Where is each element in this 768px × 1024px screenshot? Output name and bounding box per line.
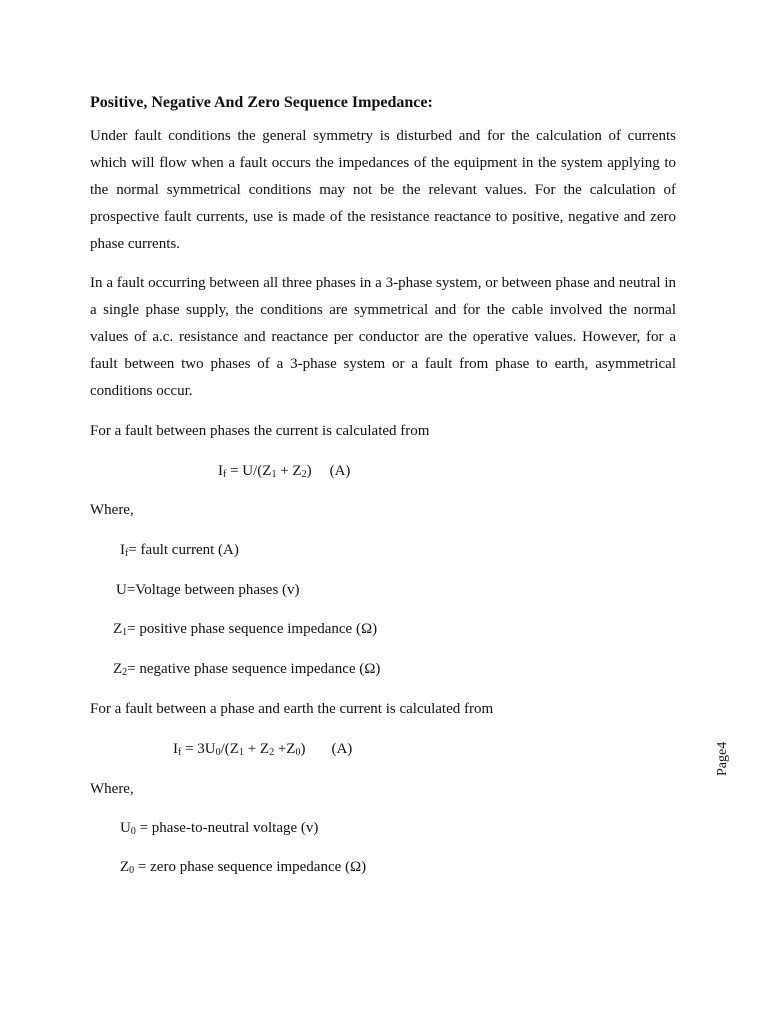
formula-subscript: 1: [271, 469, 277, 480]
page-number-label: Page4: [715, 741, 730, 776]
formula-subscript: 1: [238, 747, 244, 758]
definition-z1: [113, 619, 377, 639]
page-number: [715, 740, 735, 780]
definition-voltage: U=Voltage between phases (v): [116, 582, 300, 598]
definition-symbol: Z: [113, 621, 123, 637]
formula-subscript: f: [223, 469, 227, 480]
formula-phase-fault: [218, 461, 350, 481]
definition-subscript: 1: [122, 627, 128, 638]
definition-symbol: I: [120, 542, 125, 558]
definition-fault-current: [120, 540, 239, 560]
formula-text: = U/(Z: [226, 463, 272, 479]
definition-subscript: 0: [129, 865, 135, 876]
paragraph-symmetrical-faults: In a fault occurring between all three phases in a 3-phase system, or between phase and neutral in a single phase supply, the conditions are symmetrical and for the cable involved the normal values of a.c. resistance and reactance per conductor are the operative values. However, for a fault between two phases of a 3-phase system or a fault from phase to earth, asymmetrical conditions occur.: [90, 275, 676, 399]
definition-symbol: Z: [120, 859, 130, 875]
formula-symbol: I: [173, 741, 178, 757]
definition-text: = positive phase sequence impedance (Ω): [127, 621, 378, 637]
definition-text: = fault current (A): [128, 542, 239, 558]
formula-text: + Z: [276, 463, 302, 479]
definition-z0: [120, 857, 366, 877]
formula-unit: (A): [329, 463, 351, 479]
definition-u0: [120, 818, 318, 838]
definition-text: = negative phase sequence impedance (Ω): [127, 661, 381, 677]
formula-subscript: 2: [301, 469, 307, 480]
formula-text: ): [300, 741, 306, 757]
formula-earth-fault: [173, 739, 352, 759]
definition-subscript: 0: [130, 826, 136, 837]
formula-text: +Z: [274, 741, 296, 757]
formula-symbol: I: [218, 463, 223, 479]
section-heading: Positive, Negative And Zero Sequence Impedance:: [90, 94, 433, 111]
formula-subscript: 0: [295, 747, 301, 758]
formula-text: ): [306, 463, 312, 479]
paragraph-fault-conditions: Under fault conditions the general symmetry is disturbed and for the calculation of currents which will flow when a fault occurs the impedances of the equipment in the system applying to the normal symmetrical conditions may not be the relevant values. For the calculation of prospective fault currents, use is made of the resistance reactance to positive, negative and zero phase currents.: [90, 128, 676, 252]
where-label: Where,: [90, 781, 134, 797]
formula-subscript: f: [178, 747, 182, 758]
definition-text: = zero phase sequence impedance (Ω): [134, 859, 367, 875]
definition-symbol: Z: [113, 661, 123, 677]
definition-subscript: 2: [122, 667, 128, 678]
definition-symbol: U: [120, 820, 131, 836]
definition-z2: [113, 659, 380, 679]
formula-text: /(Z: [220, 741, 239, 757]
formula-subscript: 2: [269, 747, 275, 758]
formula-subscript: 0: [215, 747, 221, 758]
where-label: Where,: [90, 502, 134, 518]
definition-subscript: f: [125, 548, 129, 559]
earth-fault-intro: For a fault between a phase and earth the current is calculated from: [90, 701, 494, 717]
formula-text: + Z: [243, 741, 270, 757]
formula-unit: (A): [331, 741, 353, 757]
formula-text: = 3U: [181, 741, 216, 757]
definition-text: = phase-to-neutral voltage (v): [135, 820, 319, 836]
phase-fault-intro: For a fault between phases the current is calculated from: [90, 423, 430, 439]
